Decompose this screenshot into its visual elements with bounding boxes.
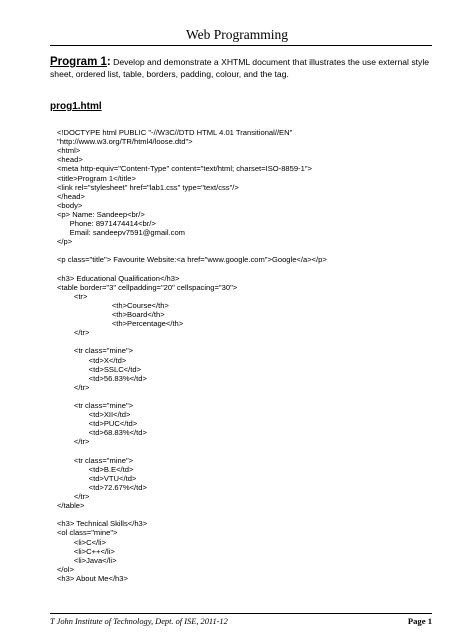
code-line: <td>VTU</td> bbox=[57, 473, 137, 483]
footer-page-number: Page 1 bbox=[407, 616, 432, 626]
code-line: <!DOCTYPE html PUBLIC "-//W3C//DTD HTML 4.01 Transitional//EN" bbox=[57, 128, 293, 137]
code-line: </tr> bbox=[57, 492, 90, 501]
code-line: </p> bbox=[57, 237, 73, 247]
code-line: <h3> Educational Qualification</h3> bbox=[57, 273, 180, 283]
code-line: <td>72.67%</td> bbox=[57, 482, 147, 492]
code-line: <meta http-equiv="Content-Type" content="text/html; charset=ISO-8859-1"> bbox=[57, 164, 312, 174]
code-line: <body> bbox=[57, 200, 83, 210]
code-line: <li>C</li> bbox=[57, 537, 106, 547]
code-line: <td>XII</td> bbox=[57, 410, 131, 420]
code-line: <p class="title"> Favourite Website:<a href="www.google.com">Google</a></p> bbox=[57, 255, 327, 265]
header-rule bbox=[50, 45, 432, 46]
code-line: <table border="3" cellpadding="20" cellspacing="30"> bbox=[57, 282, 238, 292]
code-line: <p> Name: Sandeep<br/> bbox=[57, 209, 145, 219]
code-line: <head> bbox=[57, 155, 83, 165]
footer-institution: T John Institute of Technology, Dept. of ISE, 2011-12 bbox=[50, 617, 228, 626]
code-line: <tr> bbox=[57, 291, 88, 301]
code-line: </ol> bbox=[57, 564, 74, 574]
code-line: Phone: 8971474414<br/> bbox=[57, 219, 156, 228]
code-line: <td>X</td> bbox=[57, 355, 127, 365]
code-line: <th>Board</th> bbox=[57, 310, 165, 319]
file-heading: prog1.html bbox=[50, 101, 102, 112]
code-line: </tr> bbox=[57, 437, 90, 447]
code-line: <td>B.E</td> bbox=[57, 464, 134, 474]
program-statement bbox=[50, 56, 440, 80]
code-line: <td>56.83%</td> bbox=[57, 373, 147, 383]
code-line: <td>PUC</td> bbox=[57, 419, 138, 429]
code-line: Email: sandeepv7591@gmail.com bbox=[57, 228, 186, 238]
code-line: <tr class="mine"> bbox=[57, 455, 134, 465]
code-line: <ol class="mine"> bbox=[57, 528, 118, 538]
code-line: <link rel="stylesheet" href="lab1.css" type="text/css"/> bbox=[57, 182, 239, 192]
code-line: <li>C++</li> bbox=[57, 546, 115, 556]
program-colon: : bbox=[106, 56, 111, 68]
code-line: <th>Percentage</th> bbox=[57, 319, 184, 329]
footer-rule bbox=[50, 613, 432, 614]
code-line: <h3> About Me</h3> bbox=[57, 573, 128, 583]
code-line: <td>68.83%</td> bbox=[57, 428, 147, 438]
code-line: <li>Java</li> bbox=[57, 555, 117, 565]
code-line: <title>Program 1</title> bbox=[57, 173, 136, 183]
code-line: </tr> bbox=[57, 328, 90, 338]
code-line: <tr class="mine"> bbox=[57, 346, 134, 356]
code-line: <td>SSLC</td> bbox=[57, 364, 141, 374]
code-line: <tr class="mine"> bbox=[57, 401, 134, 410]
code-line: <th>Course</th> bbox=[57, 300, 169, 310]
page-header-title: Web Programming bbox=[185, 27, 289, 42]
code-line: "http://www.w3.org/TR/html4/loose.dtd"> bbox=[57, 137, 193, 147]
code-line: </table> bbox=[57, 501, 85, 511]
code-line: <html> bbox=[57, 146, 81, 156]
code-line: </head> bbox=[57, 191, 85, 201]
code-line: <h3> Technical Skills</h3> bbox=[57, 519, 148, 529]
code-line: </tr> bbox=[57, 382, 90, 392]
program-label: Program 1 bbox=[50, 56, 107, 68]
program-description: Develop and demonstrate a XHTML document that illustrates the use external style sheet, ordered list, table, borders, padding, colour, and the tag. bbox=[50, 57, 430, 79]
